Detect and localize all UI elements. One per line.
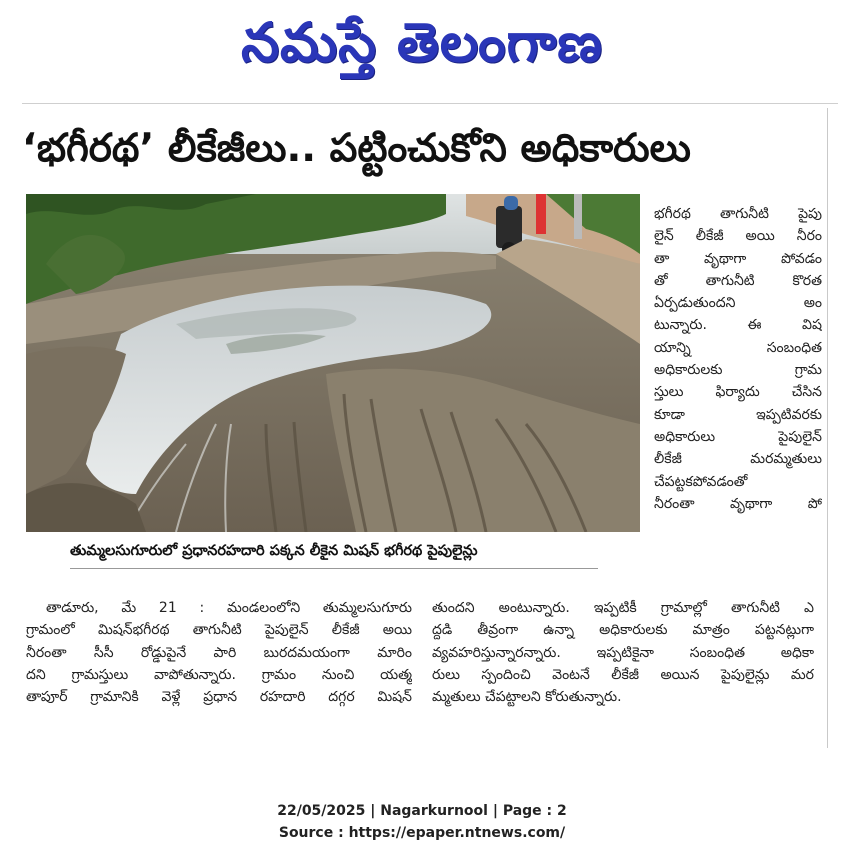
dateline-paragraph-line: తాడూరు, మే 21 : మండలంలోని తుమ్మలసుగూరు — [46, 600, 412, 616]
text-line: తాపూర్ గ్రామానికి వెళ్లే ప్రధాన రహదారి దగ్గర మిషన్ — [26, 689, 412, 706]
article-photo — [26, 194, 640, 532]
caption-divider — [70, 568, 598, 569]
text-line: లీకేజీ మరమ్మతులు — [654, 451, 822, 468]
photo-caption: తుమ్మలసుగూరులో ప్రధానరహదారి పక్కన లీకైన మిషన్ భగీరథ పైపులైన్లు — [70, 543, 478, 559]
text-line: స్తులు ఫిర్యాదు చేసిన — [654, 384, 822, 401]
right-column-text — [654, 203, 822, 515]
bottom-right-column-text — [432, 597, 814, 708]
text-line: ఏర్పడుతుందని అం — [654, 295, 822, 312]
text-line: ద్దడి తీవ్రంగా ఉన్నా అధికారులకు మాత్రం పట్టనట్లుగా — [432, 622, 814, 639]
text-line: మ్మతులు చేపట్టాలని కోరుతున్నారు. — [432, 689, 622, 706]
masthead — [0, 8, 844, 78]
masthead-divider — [22, 103, 838, 104]
text-line: చేపట్టకపోవడంతో — [654, 473, 748, 490]
text-line: తో తాగునీటి కొరత — [654, 272, 822, 289]
headline-text: ‘భగీరథ’ లీకేజీలు.. పట్టించుకోని అధికారులు — [22, 125, 691, 171]
text-line: వ్యవహరిస్తున్నారన్నారు. ఇప్పటికైనా సంబంధిత అధికా — [432, 644, 814, 661]
text-line: యాన్ని సంబంధిత — [654, 339, 822, 356]
newspaper-logo: నమస్తే తెలంగాణ — [241, 11, 603, 74]
text-line: లైన్ లీకేజీ అయి నీరం — [654, 228, 822, 245]
text-line: గ్రామంలో మిషన్‌భగీరథ తాగునీటి పైపులైన్ లీకేజీ అయి — [26, 622, 412, 639]
footer-date-line: 22/05/2025 | Nagarkurnool | Page : 2 — [277, 803, 567, 819]
text-line: టున్నారు. ఈ విష — [654, 317, 822, 334]
footer-source-line: Source : https://epaper.ntnews.com/ — [278, 825, 566, 841]
text-line: కూడా ఇప్పటివరకు — [654, 406, 822, 423]
text-line: నీరంతా సీసీ రోడ్డుపైనే పారి బురదమయంగా మారిం — [26, 644, 412, 661]
text-line: అధికారులు పైపులైన్ — [654, 428, 822, 445]
text-line: రులు స్పందించి వెంటనే లీకేజీ అయిన పైపులైన్లు మర — [432, 666, 814, 683]
text-line: నీరంతా వృథాగా పో — [654, 495, 822, 512]
text-line: తుందని అంటున్నారు. ఇప్పటికీ గ్రామాల్లో తాగునీటి ఎ — [432, 600, 814, 616]
article-headline — [22, 116, 822, 180]
text-line: భగీరథ తాగునీటి పైపు — [654, 206, 822, 222]
text-line: తా వృథాగా పోవడం — [654, 250, 822, 267]
text-line: అధికారులకు గ్రామ — [654, 362, 822, 379]
text-line: దని గ్రామస్తులు వాపోతున్నారు. గ్రామం నుంచి యత్మ — [26, 666, 412, 683]
column-divider — [827, 108, 828, 748]
bottom-left-column-text — [26, 597, 412, 708]
